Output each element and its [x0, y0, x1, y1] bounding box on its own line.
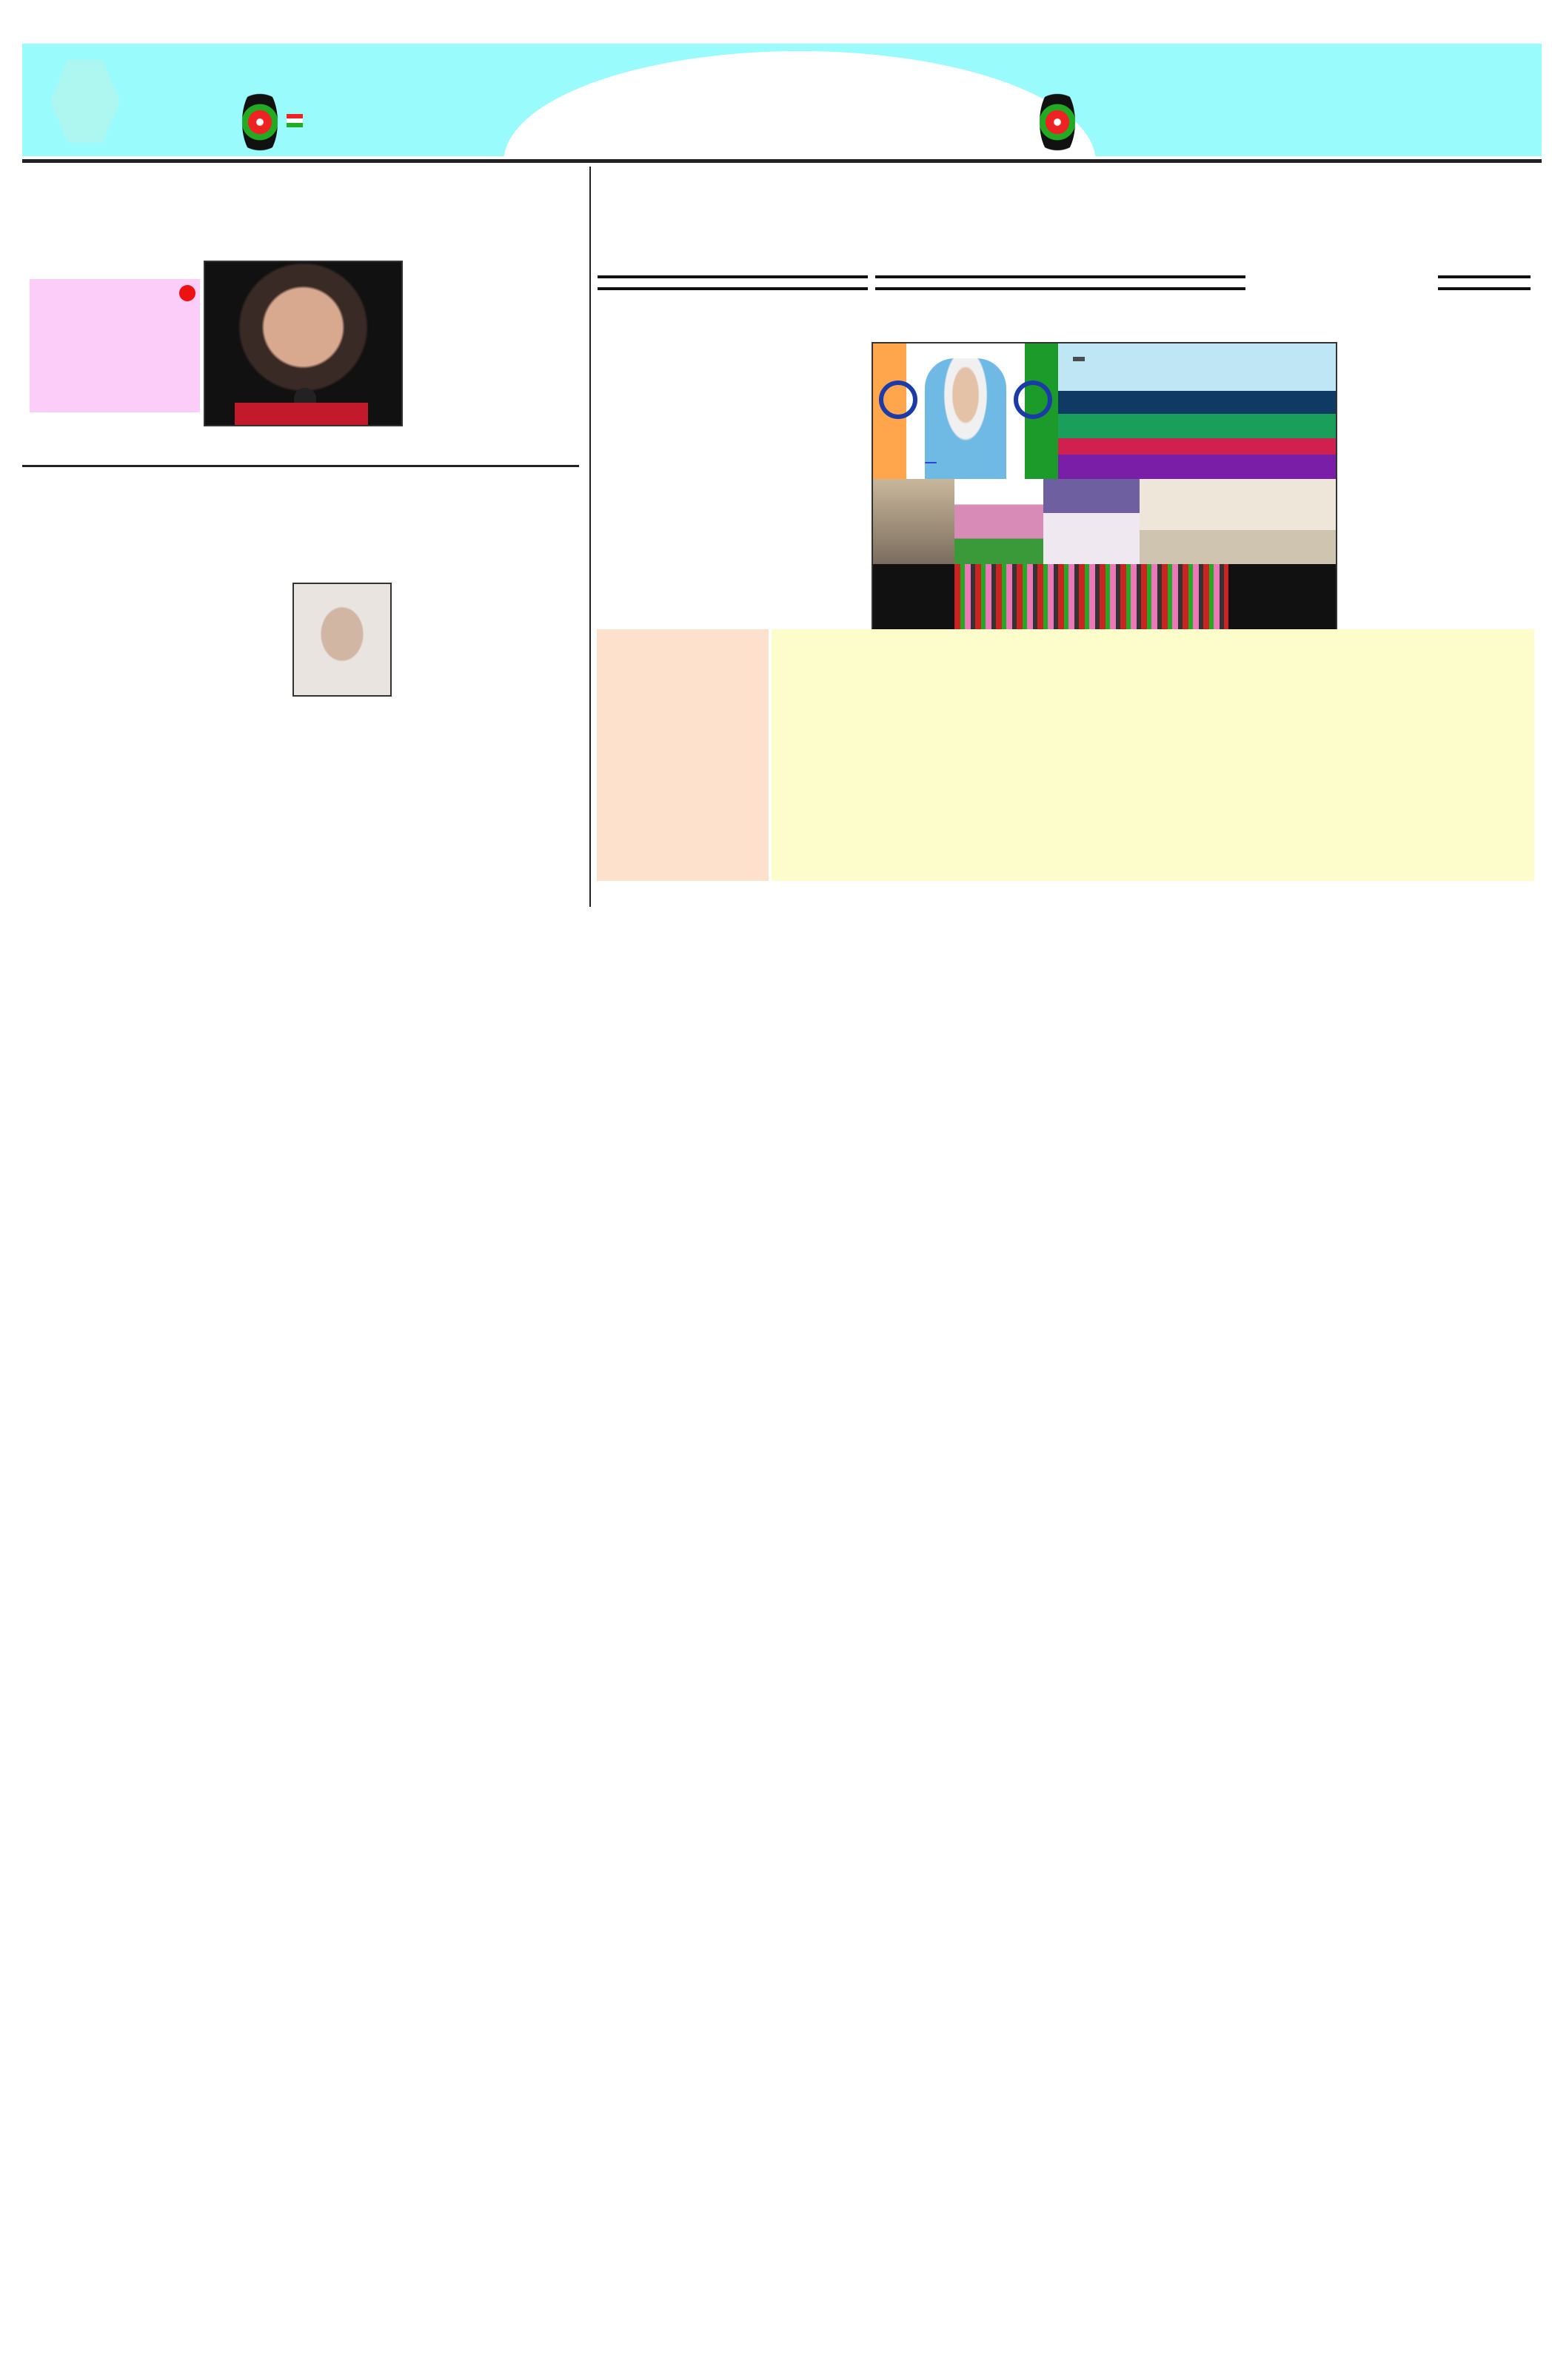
article-body-left: [601, 358, 864, 610]
pm-label: [925, 462, 937, 463]
column-rule: [589, 167, 591, 907]
bullet-icon: [179, 285, 195, 301]
ashoka-chakra-icon: [879, 381, 917, 419]
pm-figure: [925, 358, 1006, 480]
minister-video-tile: [873, 479, 954, 564]
red-garment: [235, 403, 368, 425]
article-ahmad-hasan: [22, 468, 585, 908]
starburst-emblem-left: [242, 87, 278, 158]
page-number-badge: [50, 60, 120, 143]
ashoka-chakra-icon: [1014, 381, 1052, 419]
article-drone: [772, 629, 1534, 881]
photo-collage-cng-inauguration: [872, 342, 1337, 637]
drone-continuation: [774, 885, 1533, 914]
article-body: [415, 275, 581, 457]
crowd-tile: [954, 564, 1228, 636]
headline-rule-left: [598, 275, 868, 290]
pm-video-tile: [873, 343, 1058, 479]
audience-tile: [954, 479, 1043, 564]
article-afghan-content: [597, 629, 767, 881]
article-body: [779, 680, 1527, 876]
article-priyanka: [22, 164, 585, 460]
article-callout: [30, 279, 200, 412]
article-cng-plant: [594, 164, 1542, 609]
logo-flag-stripes: [287, 114, 303, 127]
newspaper-logo: [144, 44, 307, 155]
speaker-tile: [1140, 479, 1336, 564]
masthead-bottom-rule: [22, 159, 1542, 163]
article-body-right: [1345, 358, 1527, 609]
headline-rule-mid: [875, 275, 1245, 290]
starburst-emblem-right: [1040, 87, 1075, 158]
masthead: [22, 44, 1542, 156]
fullscreen-overlay: [1073, 357, 1085, 361]
photo-priyanka-gandhi: [204, 261, 403, 426]
headline-rule-right: [1438, 275, 1531, 290]
stage-tile: [1043, 479, 1140, 564]
article-body-left-top: [30, 257, 196, 279]
article-body: [30, 585, 581, 903]
section-rule: [22, 465, 579, 467]
priyanka-footer-line: [30, 446, 578, 463]
plant-video-tile: [1058, 343, 1336, 479]
